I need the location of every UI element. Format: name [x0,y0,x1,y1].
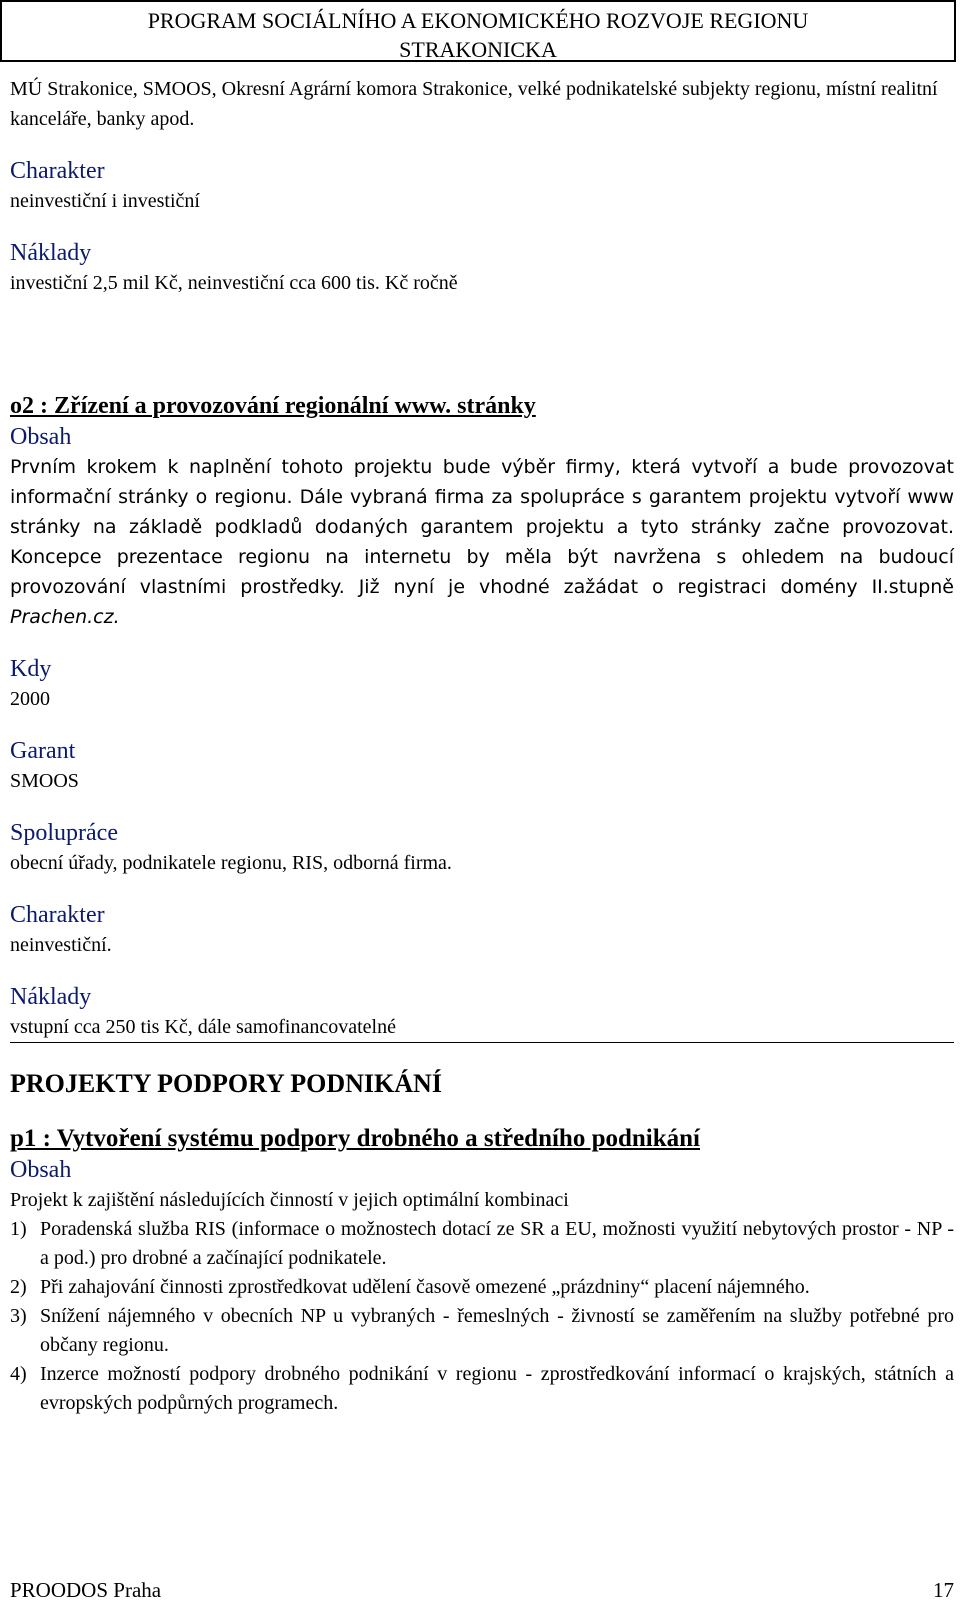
o2-naklady-value: vstupní cca 250 tis Kč, dále samofinancovatelné [10,1012,954,1043]
o2-kdy-label: Kdy [10,656,52,682]
o2-garant-label: Garant [10,738,76,764]
list-item-text: Při zahajování činnosti zprostředkovat udělení časově omezené „prázdniny“ placení nájemného. [40,1276,810,1298]
page-header [0,0,956,62]
p1-list [10,1215,954,1418]
footer-company: PROODOS Praha [10,1578,162,1602]
o2-charakter-value: neinvestiční. [10,934,112,956]
o2-domain: Prachen.cz. [10,606,120,628]
list-item [10,1273,954,1302]
page-body [10,74,954,1418]
list-item [10,1360,954,1418]
o2-charakter-label: Charakter [10,902,105,928]
o2-obsah-sentence-1: Prvním krokem k naplnění tohoto projektu bude výběr firmy, která vytvoří a bude provozovat informační stránky o regionu. [10,456,954,508]
page-footer [10,1578,954,1603]
list-item-number: 2) [10,1276,27,1298]
p1-title: p1 : Vytvoření systému podpory drobného a středního podnikání [10,1125,700,1152]
list-item-text: Inzerce možností podpory drobného podnikání v regionu - zprostředkování informací o krajských, státních a evropských podpůrných programech. [40,1363,954,1414]
o2-kdy-value: 2000 [10,688,50,710]
p1-obsah-label: Obsah [10,1157,72,1183]
o2-naklady-label: Náklady [10,984,92,1010]
header-line-1: PROGRAM SOCIÁLNÍHO A EKONOMICKÉHO ROZVOJE REGIONU [147,8,809,33]
p1-lead: Projekt k zajištění následujících činností v jejich optimální kombinaci [10,1189,569,1211]
list-item-text: Poradenská služba RIS (informace o možnostech dotací ze SR a EU, možnosti využití nebytových prostor - NP - a pod.) pro drobné a začínající podnikatele. [40,1218,954,1269]
list-item [10,1302,954,1360]
o1-charakter-label: Charakter [10,158,105,184]
list-item-number: 4) [10,1363,27,1385]
o2-obsah-sentence-2: Dále vybraná firma za spolupráce s garantem projektu vytvoří www stránky na základě podkladů dodaných garantem projektu a tyto stránky začne provozovat. [10,486,955,538]
o2-garant-value: SMOOS [10,770,79,792]
page-number: 17 [933,1578,954,1602]
section-title: PROJEKTY PODPORY PODNIKÁNÍ [10,1069,442,1098]
header-line-2: STRAKONICKA [399,37,557,62]
list-item-text: Snížení nájemného v obecních NP u vybraných - řemeslných - živností se zaměřením na služby potřebné pro občany regionu. [40,1305,954,1356]
intro-paragraph: MÚ Strakonice, SMOOS, Okresní Agrární komora Strakonice, velké podnikatelské subjekty regionu, místní realitní kanceláře, banky apod. [10,78,938,130]
o2-obsah-label: Obsah [10,424,72,450]
o2-obsah-sentence-3: Koncepce prezentace regionu na internetu by měla být navržena s ohledem na budoucí provozování vlastními prostředky. Již nyní je vhodné zažádat o registraci domény II.stupně [10,546,954,598]
list-item-number: 1) [10,1218,27,1240]
o1-naklady-value: investiční 2,5 mil Kč, neinvestiční cca 600 tis. Kč ročně [10,272,458,294]
list-item-number: 3) [10,1305,27,1327]
o2-spoluprace-value: obecní úřady, podnikatele regionu, RIS, odborná firma. [10,852,452,874]
list-item [10,1215,954,1273]
o1-charakter-value: neinvestiční i investiční [10,190,200,212]
o2-spoluprace-label: Spolupráce [10,820,118,846]
o1-naklady-label: Náklady [10,240,92,266]
o2-title: o2 : Zřízení a provozování regionální www. stránky [10,393,536,419]
o2-obsah-text [10,452,954,632]
